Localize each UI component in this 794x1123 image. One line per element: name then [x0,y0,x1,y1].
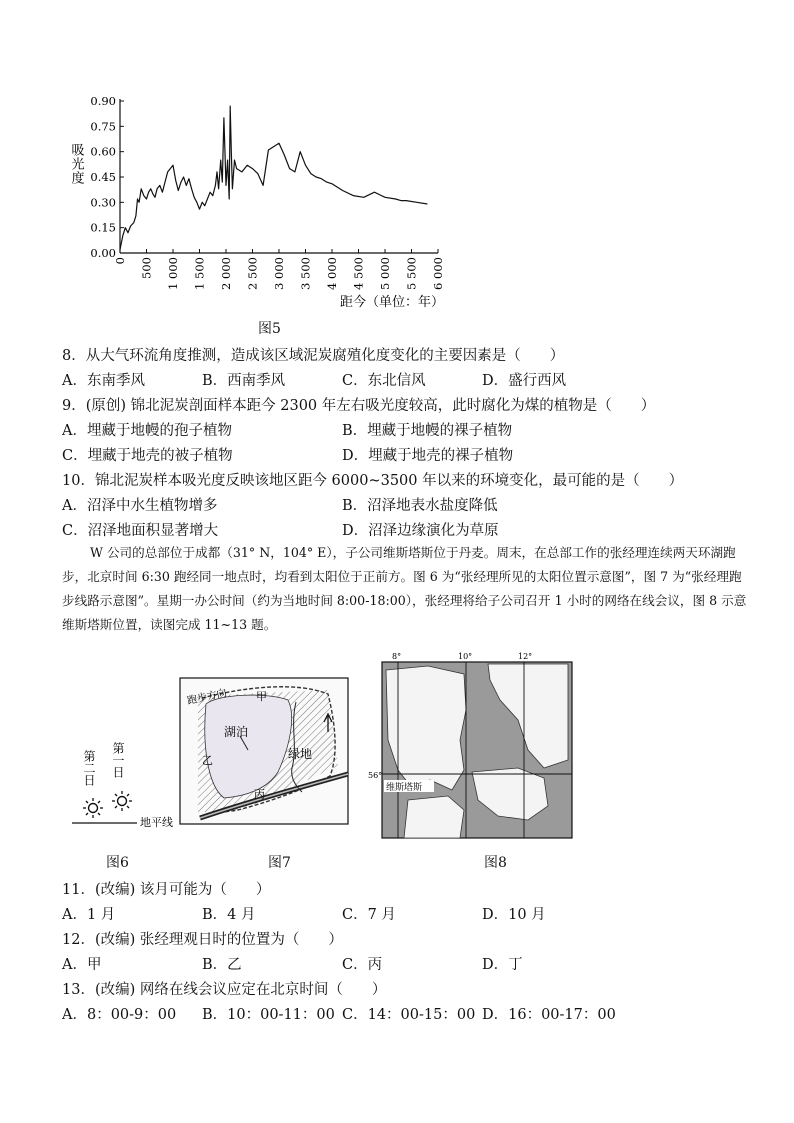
q8-option-d[interactable]: D．盛行西风 [482,373,567,389]
x-tick-label: 2 000 [219,257,233,290]
question-8-stem: 8．从大气环流角度推测，造成该区域泥炭腐殖化度变化的主要因素是（ ） [62,348,565,364]
y-tick-label: 0.15 [90,220,116,235]
fig8-lon-8: 8° [392,652,402,661]
q10-option-d[interactable]: D．沼泽边缘演化为草原 [342,523,499,539]
fig7-bing: 丙 [254,788,265,801]
chart-ylabel: 吸光度 [68,143,84,185]
fig7-yi: 乙 [202,754,213,767]
x-tick-label: 6 000 [431,257,445,290]
q11-option-c[interactable]: C．7 月 [342,907,396,923]
fig7-run-direction: 跑步方向 [186,687,228,707]
y-tick-label: 0.60 [90,144,116,159]
q8-option-b[interactable]: B．西南季风 [202,373,286,389]
x-tick-label: 5 500 [404,257,419,290]
q11-option-a[interactable]: A．1 月 [62,907,116,923]
q9-option-d[interactable]: D．埋藏于地壳的裸子植物 [342,448,514,464]
fig6-horizon-label: 地平线 [140,816,173,829]
figure-5-chart [58,88,458,316]
x-tick-label: 500 [139,257,154,279]
chart-series-line [120,106,427,250]
fig8-lat-56: 56° [368,771,383,780]
question-12-stem: 12．(改编) 张经理观日时的位置为（ ） [62,932,343,948]
x-tick-label: 0 [113,257,127,265]
x-tick-label: 3 500 [298,257,313,290]
q13-option-c[interactable]: C．14：00-15：00 [342,1007,476,1023]
x-tick-label: 4 500 [351,257,366,290]
question-10-stem: 10．锦北泥炭样本吸光度反映该地区距今 6000~3500 年以来的环境变化，最可能的是（ ） [62,473,684,489]
q12-option-a[interactable]: A．甲 [62,957,102,973]
figure-6-label: 图6 [106,855,129,871]
q11-option-d[interactable]: D．10 月 [482,907,546,923]
fig6-day1-label: 第一日 [111,742,125,778]
figure-7 [178,676,350,826]
q12-option-b[interactable]: B．乙 [202,957,242,973]
y-tick-label: 0.00 [90,246,116,260]
fig8-lon-10: 10° [458,652,473,661]
chart-xlabel: 距今（单位：年） [340,295,445,310]
x-tick-label: 4 000 [325,257,339,290]
question-13-stem: 13．(改编) 网络在线会议应定在北京时间（ ） [62,982,387,998]
question-9-stem: 9．(原创) 锦北泥炭剖面样本距今 2300 年左右吸光度较高，此时腐化为煤的植物是（ ） [62,398,656,414]
q11-option-b[interactable]: B．4 月 [202,907,256,923]
q12-option-c[interactable]: C．丙 [342,957,383,973]
q8-option-a[interactable]: A．东南季风 [62,373,145,389]
fig7-jia: 甲 [256,690,267,703]
figure-7-label: 图7 [268,855,291,871]
y-tick-label: 0.90 [90,94,116,108]
x-tick-label: 5 000 [378,257,392,290]
sun-day1-icon [112,791,132,811]
q9-option-b[interactable]: B．埋藏于地幔的裸子植物 [342,423,513,439]
q10-option-b[interactable]: B．沼泽地表水盐度降低 [342,498,498,514]
y-tick-label: 0.30 [90,195,116,210]
q13-option-d[interactable]: D．16：00-17：00 [482,1007,616,1023]
fig8-city-label: 维斯塔斯 [386,783,423,793]
q9-option-c[interactable]: C．埋藏于地壳的被子植物 [62,448,233,464]
y-tick-label: 0.75 [90,119,116,134]
figure-5-label: 图5 [258,321,281,337]
x-tick-label: 1 500 [192,257,207,290]
q8-option-c[interactable]: C．东北信风 [342,373,426,389]
south-land [404,796,464,838]
fig7-green-label: 绿地 [288,747,313,761]
q12-option-d[interactable]: D．丁 [482,957,523,973]
fig7-lake-label: 湖泊 [224,725,249,739]
q10-option-a[interactable]: A．沼泽中水生植物增多 [62,498,218,514]
fig6-day2-label: 第二日 [82,750,96,786]
fig8-lon-12: 12° [518,652,533,661]
y-tick-label: 0.45 [90,170,116,184]
figure-8-map [368,650,574,840]
q10-option-c[interactable]: C．沼泽地面积显著增大 [62,523,219,539]
x-tick-label: 2 500 [245,257,260,290]
sun-day2-icon [83,798,103,818]
passage-text: W 公司的总部位于成都（31° N，104° E），子公司维斯塔斯位于丹麦。周末，在总部工作的张经理连续两天环湖跑步，北京时间 6:30 跑经同一地点时，均看到太阳位于正前方。图 6 为“张经理所见的太阳位置示意图”，图 7 为“张经理跑步线路示意图”。星期一办公时间（约为当地时间 8:00-18:00），张经理将给子公司召开 1 小时的网络在线会议，图 8 示意维斯塔斯位置，读图完成 11~13 题。 [62,545,747,632]
q13-option-a[interactable]: A．8：00-9：00 [62,1007,177,1023]
x-tick-label: 1 000 [166,257,180,290]
q13-option-b[interactable]: B．10：00-11：00 [202,1007,335,1023]
q9-option-a[interactable]: A．埋藏于地幔的孢子植物 [62,423,232,439]
figure-8-label: 图8 [484,855,507,871]
question-11-stem: 11．(改编) 该月可能为（ ） [62,882,271,898]
x-tick-label: 3 000 [272,257,286,290]
